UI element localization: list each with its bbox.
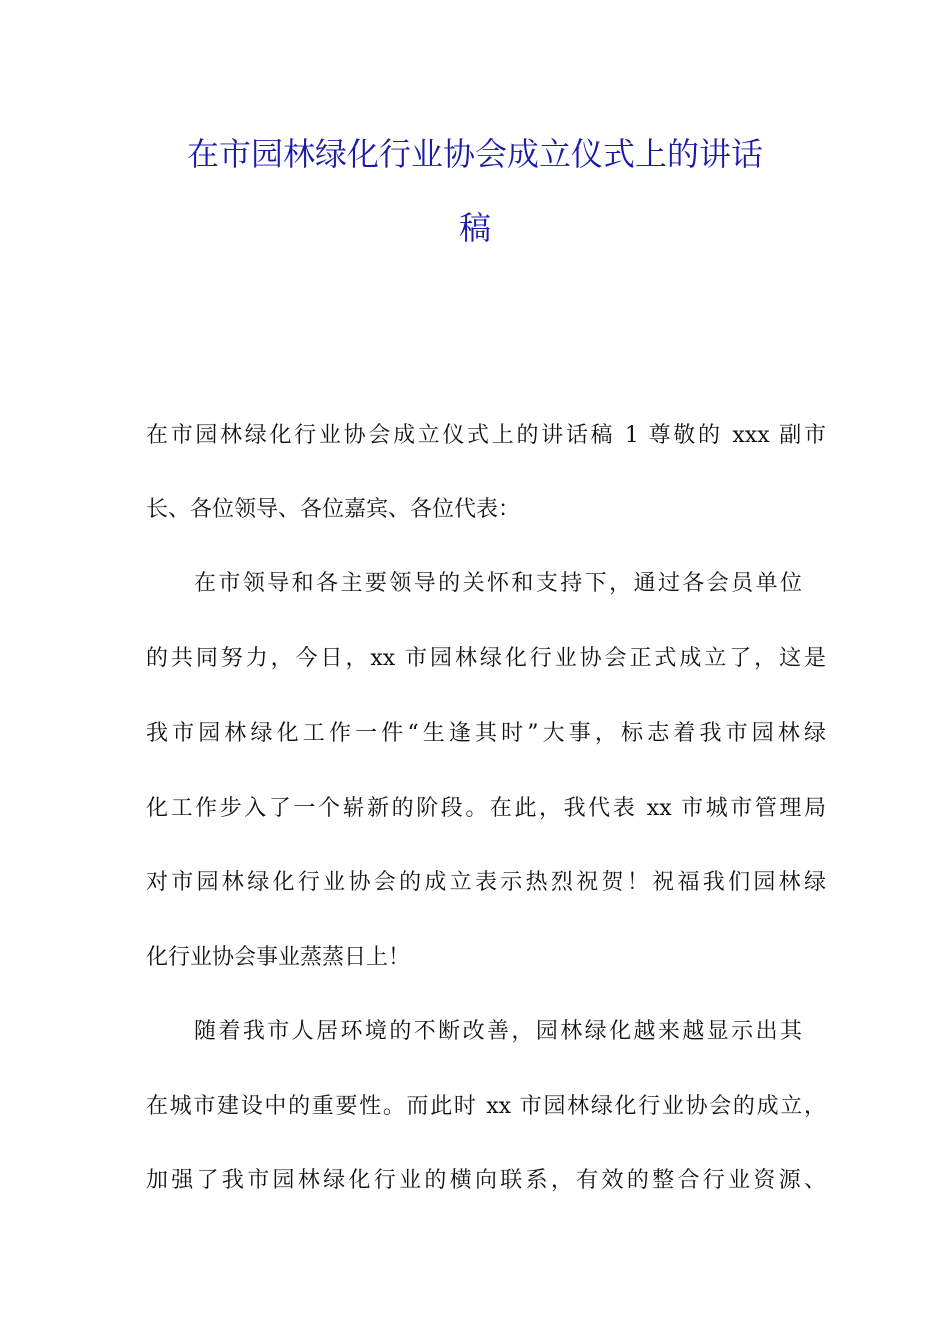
body-line: 在城市建设中的重要性。而此时 xx 市园林绿化行业协会的成立，	[146, 1094, 826, 1119]
body-line: 随着我市人居环境的不断改善，园林绿化越来越显示出其	[194, 1019, 802, 1044]
body-line: 的共同努力，今日，xx 市园林绿化行业协会正式成立了，这是	[146, 646, 826, 671]
body-line: 我市园林绿化工作一件“生逢其时”大事，标志着我市园林绿	[146, 721, 826, 746]
document-title-line-1: 在市园林绿化行业协会成立仪式上的讲话	[186, 135, 763, 173]
body-line: 加强了我市园林绿化行业的横向联系，有效的整合行业资源、	[146, 1168, 826, 1193]
body-line: 化工作步入了一个崭新的阶段。在此，我代表 xx 市城市管理局	[146, 796, 826, 821]
body-line: 化行业协会事业蒸蒸日上！	[146, 945, 411, 970]
body-line: 在市园林绿化行业协会成立仪式上的讲话稿 1 尊敬的 xxx 副市	[146, 423, 826, 448]
document-title-line-2: 稿	[458, 209, 491, 247]
body-line: 在市领导和各主要领导的关怀和支持下，通过各会员单位	[194, 571, 802, 596]
body-line: 长、各位领导、各位嘉宾、各位代表：	[146, 497, 521, 522]
body-line: 对市园林绿化行业协会的成立表示热烈祝贺！祝福我们园林绿	[146, 870, 826, 895]
